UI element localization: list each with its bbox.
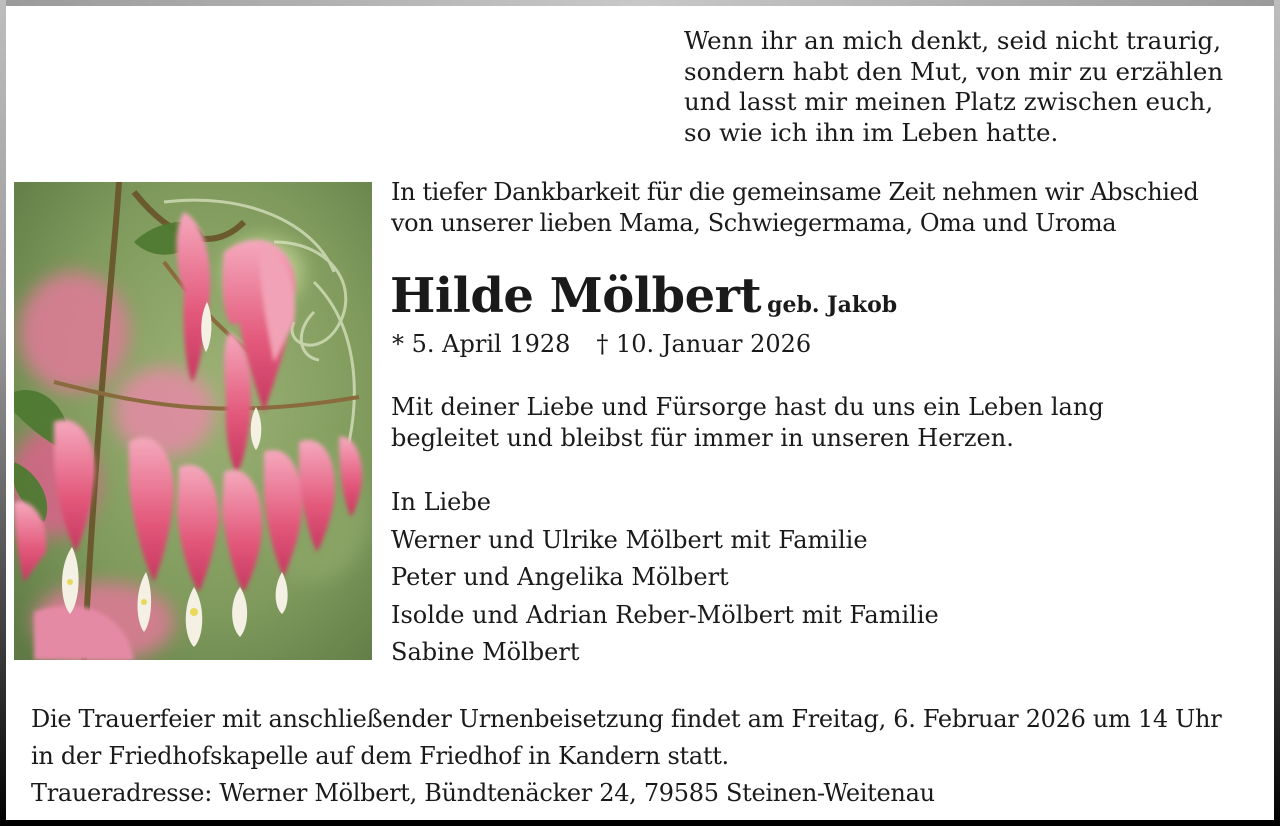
maiden-name: geb. Jakob bbox=[767, 292, 898, 318]
signoff-line: Peter und Angelika Mölbert bbox=[391, 563, 729, 591]
signoff-line: Sabine Mölbert bbox=[391, 638, 580, 666]
message-line: begleitet und bleibst für immer in unseren Herzen. bbox=[391, 423, 1014, 452]
deceased-name: Hilde Mölbert bbox=[390, 268, 762, 324]
funeral-service-info bbox=[31, 701, 1221, 812]
family-signoff bbox=[391, 484, 939, 672]
service-line: in der Friedhofskapelle auf dem Friedhof in Kandern statt. bbox=[31, 742, 729, 770]
birth-date: * 5. April 1928 bbox=[392, 330, 571, 358]
deceased-name-block bbox=[390, 268, 897, 324]
intro-text bbox=[391, 177, 1251, 238]
service-address: Traueradresse: Werner Mölbert, Bündtenäcker 24, 79585 Steinen-Weitenau bbox=[31, 779, 935, 807]
service-line: Die Trauerfeier mit anschließender Urnenbeisetzung findet am Freitag, 6. Februar 2026 um 14 Uhr bbox=[31, 705, 1222, 733]
signoff-line: Werner und Ulrike Mölbert mit Familie bbox=[391, 525, 868, 554]
remembrance-message bbox=[391, 392, 1104, 453]
signoff-line: Isolde und Adrian Reber-Mölbert mit Familie bbox=[391, 600, 939, 629]
poem-line: sondern habt den Mut, von mir zu erzählen bbox=[684, 56, 1224, 86]
frame-border-top bbox=[0, 0, 1280, 6]
intro-line: von unserer lieben Mama, Schwiegermama, Oma und Uroma bbox=[391, 208, 1117, 237]
poem-line: und lasst mir meinen Platz zwischen euch, bbox=[684, 87, 1214, 116]
death-date: † 10. Januar 2026 bbox=[596, 330, 812, 358]
frame-border-left bbox=[0, 0, 6, 826]
life-dates bbox=[392, 330, 811, 358]
frame-border-bottom bbox=[0, 820, 1280, 826]
poem-line: so wie ich ihn im Leben hatte. bbox=[684, 117, 1059, 147]
poem-line: Wenn ihr an mich denkt, seid nicht traurig, bbox=[684, 26, 1221, 55]
poem bbox=[684, 26, 1244, 148]
intro-line: In tiefer Dankbarkeit für die gemeinsame Zeit nehmen wir Abschied bbox=[391, 178, 1199, 206]
frame-border-right bbox=[1274, 0, 1280, 826]
message-line: Mit deiner Liebe und Fürsorge hast du uns ein Leben lang bbox=[391, 393, 1104, 421]
signoff-line: In Liebe bbox=[391, 488, 491, 516]
bleeding-heart-flower-photo bbox=[14, 182, 372, 660]
